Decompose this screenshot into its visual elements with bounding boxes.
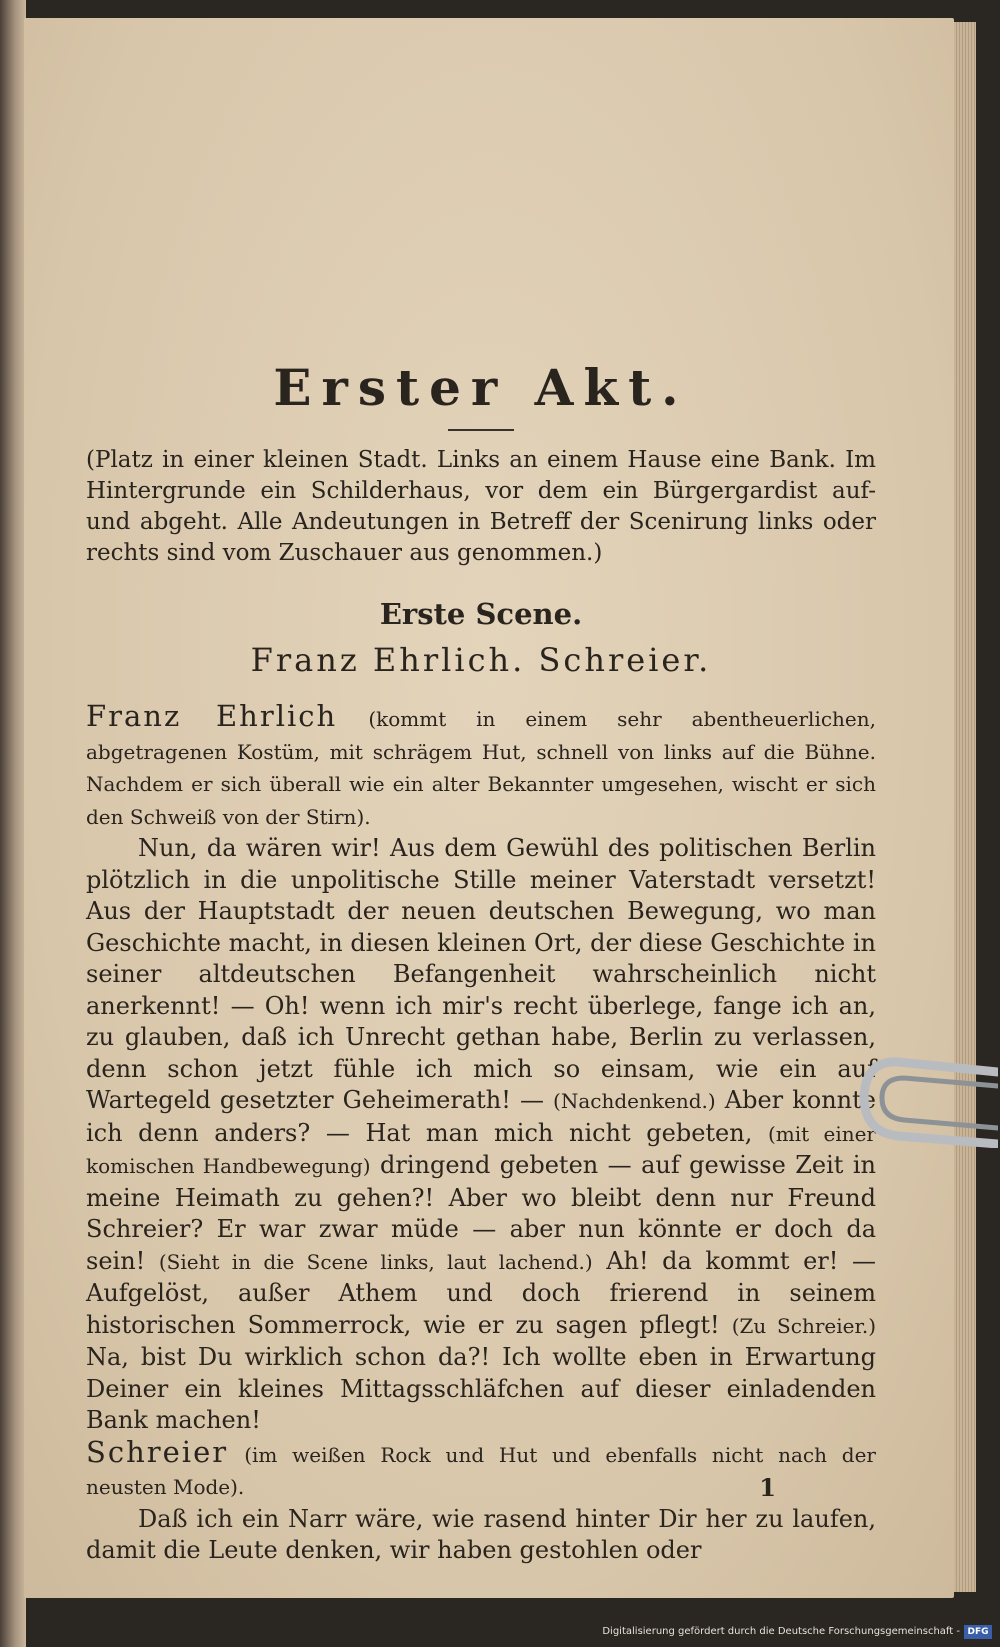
speech-text: dringend gebeten — auf gewisse Zeit in meine Heimath zu gehen?! Aber wo bleibt denn nur Freund Schreier? Er war zwar müde — aber nun könnte er doch da sein! [86, 1151, 876, 1275]
speaker-name: Schreier [86, 1434, 229, 1469]
footer-bar [0, 1613, 1000, 1647]
text-block [86, 358, 876, 1567]
stage-note: (kommt in einem sehr abentheuerlichen, abgetragenen Kostüm, mit schrägem Hut, schnell von links auf die Bühne. Nachdem er sich überall wie ein alter Bekannter umgesehen, wischt er sich den Schweiß von der Stirn). [86, 707, 876, 829]
speech-schreier-body: Daß ich ein Narr wäre, wie rasend hinter Dir her zu laufen, damit die Leute denken, wir haben gestohlen oder [86, 1504, 876, 1564]
stage-note: (Sieht in die Scene links, laut lachend.) [158, 1249, 593, 1274]
page-number: 1 [759, 1473, 776, 1502]
speech-text: Na, bist Du wirklich schon da?! Ich wollte eben in Erwartung Deiner ein kleines Mittagsschläfchen auf dieser einladenden Bank machen! [86, 1343, 876, 1434]
speech-franz-intro [86, 701, 876, 833]
book-spine [0, 0, 26, 1647]
speech-text: Nun, da wären wir! Aus dem Gewühl des politischen Berlin plötzlich in die unpolitische Stille meiner Vaterstadt versetzt! Aus der Hauptstadt der neuen deutschen Bewegung, wo man Geschichte macht, in diesen kleinen Ort, der diese Geschichte in seiner altdeutschen Befangenheit wahrscheinlich nicht anerkennt! — Oh! wenn ich mir's recht überlege, fange ich an, zu glauben, daß ich Unrecht gethan habe, Berlin zu verlassen, denn schon jetzt fühle ich mich so einsam, wie ein auf Wartegeld gesetzter Geheimerath! — [86, 834, 876, 1114]
act-title: Erster Akt. [273, 358, 689, 417]
speech-franz-body [86, 833, 876, 1437]
speaker-name: Franz Ehrlich [86, 699, 338, 733]
scene-title: Erste Scene. [379, 597, 583, 631]
stage-note: (Nachdenkend.) [553, 1089, 716, 1113]
dfg-logo: DFG [964, 1625, 992, 1639]
funding-notice: Digitalisierung gefördert durch die Deutsche Forschungsgemeinschaft - [602, 1626, 960, 1637]
book-page [24, 18, 954, 1598]
title-rule [448, 429, 514, 431]
stage-note: (Zu Schreier.) [731, 1313, 876, 1338]
scene-characters: Franz Ehrlich. Schreier. [250, 641, 712, 679]
stage-note: (im weißen Rock und Hut und ebenfalls nicht nach der neusten Mode). [86, 1442, 876, 1499]
stage-direction: (Platz in einer kleinen Stadt. Links an einem Hause eine Bank. Im Hintergrunde ein Schilderhaus, vor dem ein Bürgergardist auf- und abgeht. Alle Andeutungen in Betreff der Scenirung links oder rechts sind vom Zuschauer aus genommen.) [86, 447, 876, 566]
speech-text: Ah! da kommt er! — Aufgelöst, außer Athem und doch frierend in seinem historischen Sommerrock, wie er zu sagen pflegt! [86, 1246, 876, 1339]
stage-note: (mit einer komischen Handbewegung) [86, 1121, 876, 1178]
page-edges [954, 22, 976, 1592]
speech-text: Aber konnte ich denn anders? — Hat man mich nicht gebeten, [86, 1086, 876, 1147]
paperclip-icon [858, 1052, 998, 1148]
